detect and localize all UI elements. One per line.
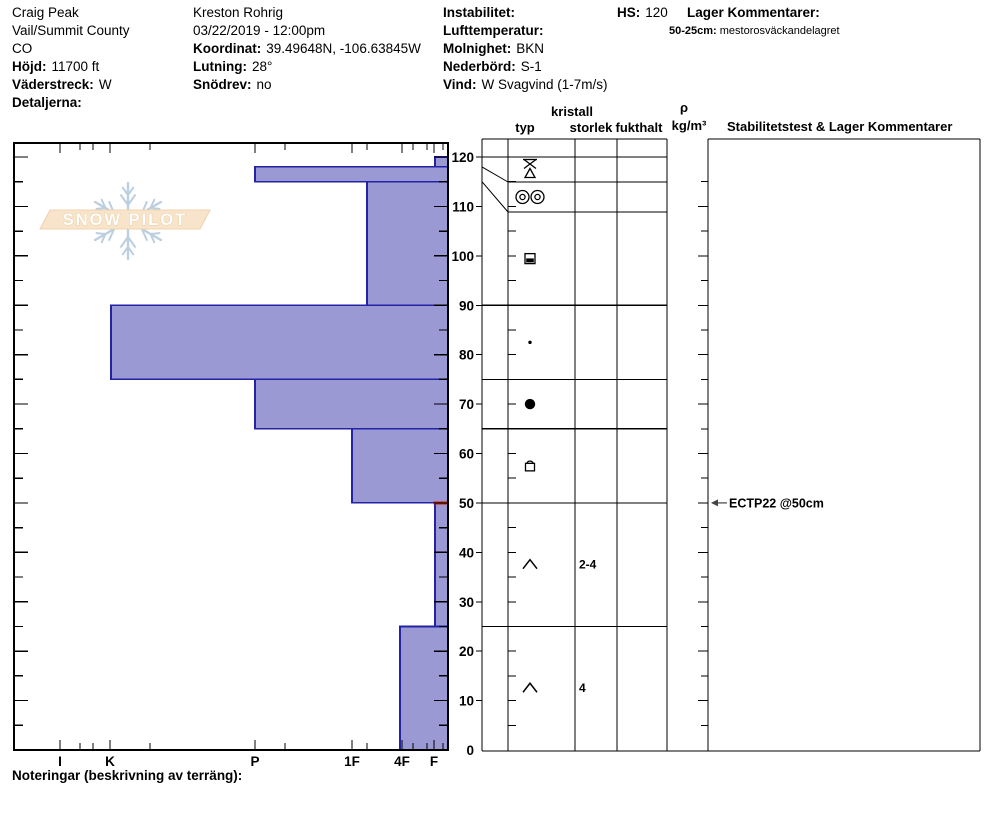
- grain-symbols: [516, 160, 597, 696]
- layer-bar-115-90: [367, 182, 448, 306]
- column-header-typ: typ: [515, 120, 535, 135]
- layer-comment-text: mestorosväckandelagret: [719, 25, 840, 37]
- column-header-stability: Stabilitetstest & Lager Kommentarer: [727, 119, 953, 134]
- aspect-value: W: [98, 77, 112, 92]
- wind-value: W Svagvind (1-7m/s): [481, 77, 608, 92]
- snowflake-branch-icon: [97, 233, 106, 234]
- depth-axis-label: 100: [451, 248, 474, 264]
- drift-label: Snödrev:: [193, 77, 252, 92]
- layer-comments-header: Lager Kommentarer:: [687, 5, 820, 20]
- grain-depth-hoar-icon: [523, 560, 537, 569]
- hs-label: HS:: [617, 5, 641, 20]
- depth-axis-label: 30: [458, 594, 474, 610]
- layer-bar-90-75: [111, 305, 448, 379]
- site-state: CO: [12, 41, 33, 56]
- grain-depth-hoar-icon: [523, 683, 537, 692]
- grain-graupel-triangle-icon: [525, 169, 535, 178]
- hardness-profile-bars: [111, 157, 448, 750]
- elevation-value: 11700 ft: [51, 59, 100, 74]
- depth-axis-label: 60: [458, 446, 474, 462]
- grain-ring-icon: [531, 191, 544, 204]
- sky-value: BKN: [516, 41, 544, 56]
- hardness-axis-label: F: [429, 754, 439, 769]
- depth-axis-label: 110: [452, 199, 474, 215]
- grain-small-round-icon: [528, 341, 531, 344]
- precip-label: Nederbörd:: [443, 59, 516, 74]
- slope-value: 28°: [251, 59, 273, 74]
- hardness-axis-label: 1F: [344, 754, 360, 769]
- grain-round-icon: [525, 399, 535, 409]
- precip-value: S-1: [520, 59, 542, 74]
- depth-axis-label: 70: [458, 397, 474, 413]
- layer-bar-65-50: [352, 429, 448, 503]
- leader-line: [482, 182, 508, 212]
- snowflake-branch-icon: [151, 233, 160, 234]
- site-region: Vail/Summit County: [12, 23, 130, 38]
- column-header-storlek: storlek: [569, 120, 613, 135]
- site-name: Craig Peak: [12, 5, 79, 20]
- aspect-label: Väderstreck:: [12, 77, 94, 92]
- grain-crust-fill-icon: [526, 258, 534, 262]
- details-label: Detaljerna:: [12, 95, 82, 110]
- instability-label: Instabilitet:: [443, 5, 516, 20]
- elevation-label: Höjd:: [12, 59, 47, 74]
- hardness-axis-label: I: [58, 754, 62, 769]
- column-header-rho: ρ: [679, 100, 689, 115]
- layer-bar-118-115: [255, 167, 448, 182]
- column-header-kristall: kristall: [551, 104, 593, 119]
- depth-axis-label: 80: [458, 347, 474, 363]
- depth-axis-label: 10: [458, 693, 474, 709]
- sky-label: Molnighet:: [443, 41, 512, 56]
- grain-size-value: 4: [579, 681, 586, 696]
- layer-bar-75-65: [255, 379, 448, 428]
- coordinates-label: Koordinat:: [193, 41, 262, 56]
- column-header-fukthalt: fukthalt: [615, 120, 663, 135]
- depth-axis-label: 40: [458, 545, 474, 561]
- airtemp-label: Lufttemperatur:: [443, 23, 544, 38]
- depth-axis-label: 0: [466, 743, 474, 758]
- depth-axis-label: 120: [451, 150, 474, 165]
- observation-datetime: 03/22/2019 - 12:00pm: [193, 23, 326, 38]
- grain-ring-icon: [516, 191, 529, 204]
- notes-label: Noteringar (beskrivning av terräng):: [12, 768, 243, 783]
- hardness-axis-label: K: [105, 754, 115, 769]
- stability-test-label: ECTP22 @50cm: [729, 496, 824, 511]
- snowflake-branch-icon: [151, 208, 160, 209]
- layer-bar-120-118: [435, 157, 448, 167]
- layer-comment-range: 50-25cm:: [669, 25, 717, 37]
- hs-value: 120: [645, 5, 668, 20]
- column-header-rho-unit: kg/m³: [671, 118, 707, 133]
- grain-ring-inner-icon: [535, 194, 540, 199]
- grain-facet-icon: [526, 463, 535, 471]
- slope-label: Lutning:: [193, 59, 247, 74]
- left-arrow-icon: [711, 499, 718, 506]
- layer-bar-25-0: [400, 626, 448, 750]
- depth-axis-label: 20: [458, 644, 474, 660]
- grain-size-value: 2-4: [579, 557, 597, 572]
- hardness-axis-label: P: [250, 754, 260, 769]
- snowflake-branch-icon: [97, 208, 106, 209]
- logo-text: SNOW PILOT: [62, 211, 188, 229]
- layer-leader-lines: [482, 167, 508, 212]
- observer-name: Kreston Rohrig: [193, 5, 284, 20]
- snowpilot-logo: [40, 183, 210, 259]
- drift-value: no: [256, 77, 272, 92]
- layer-table: [476, 139, 980, 751]
- hardness-axis-label: 4F: [394, 754, 410, 769]
- depth-axis-label: 50: [458, 495, 474, 511]
- grain-ring-inner-icon: [520, 194, 525, 199]
- depth-axis-label: 90: [458, 298, 474, 314]
- leader-line: [482, 167, 508, 182]
- stability-tests: [711, 496, 824, 510]
- coordinates-value: 39.49648N, -106.63845W: [266, 41, 421, 56]
- layer-bar-50-25: [435, 503, 448, 627]
- wind-label: Vind:: [443, 77, 477, 92]
